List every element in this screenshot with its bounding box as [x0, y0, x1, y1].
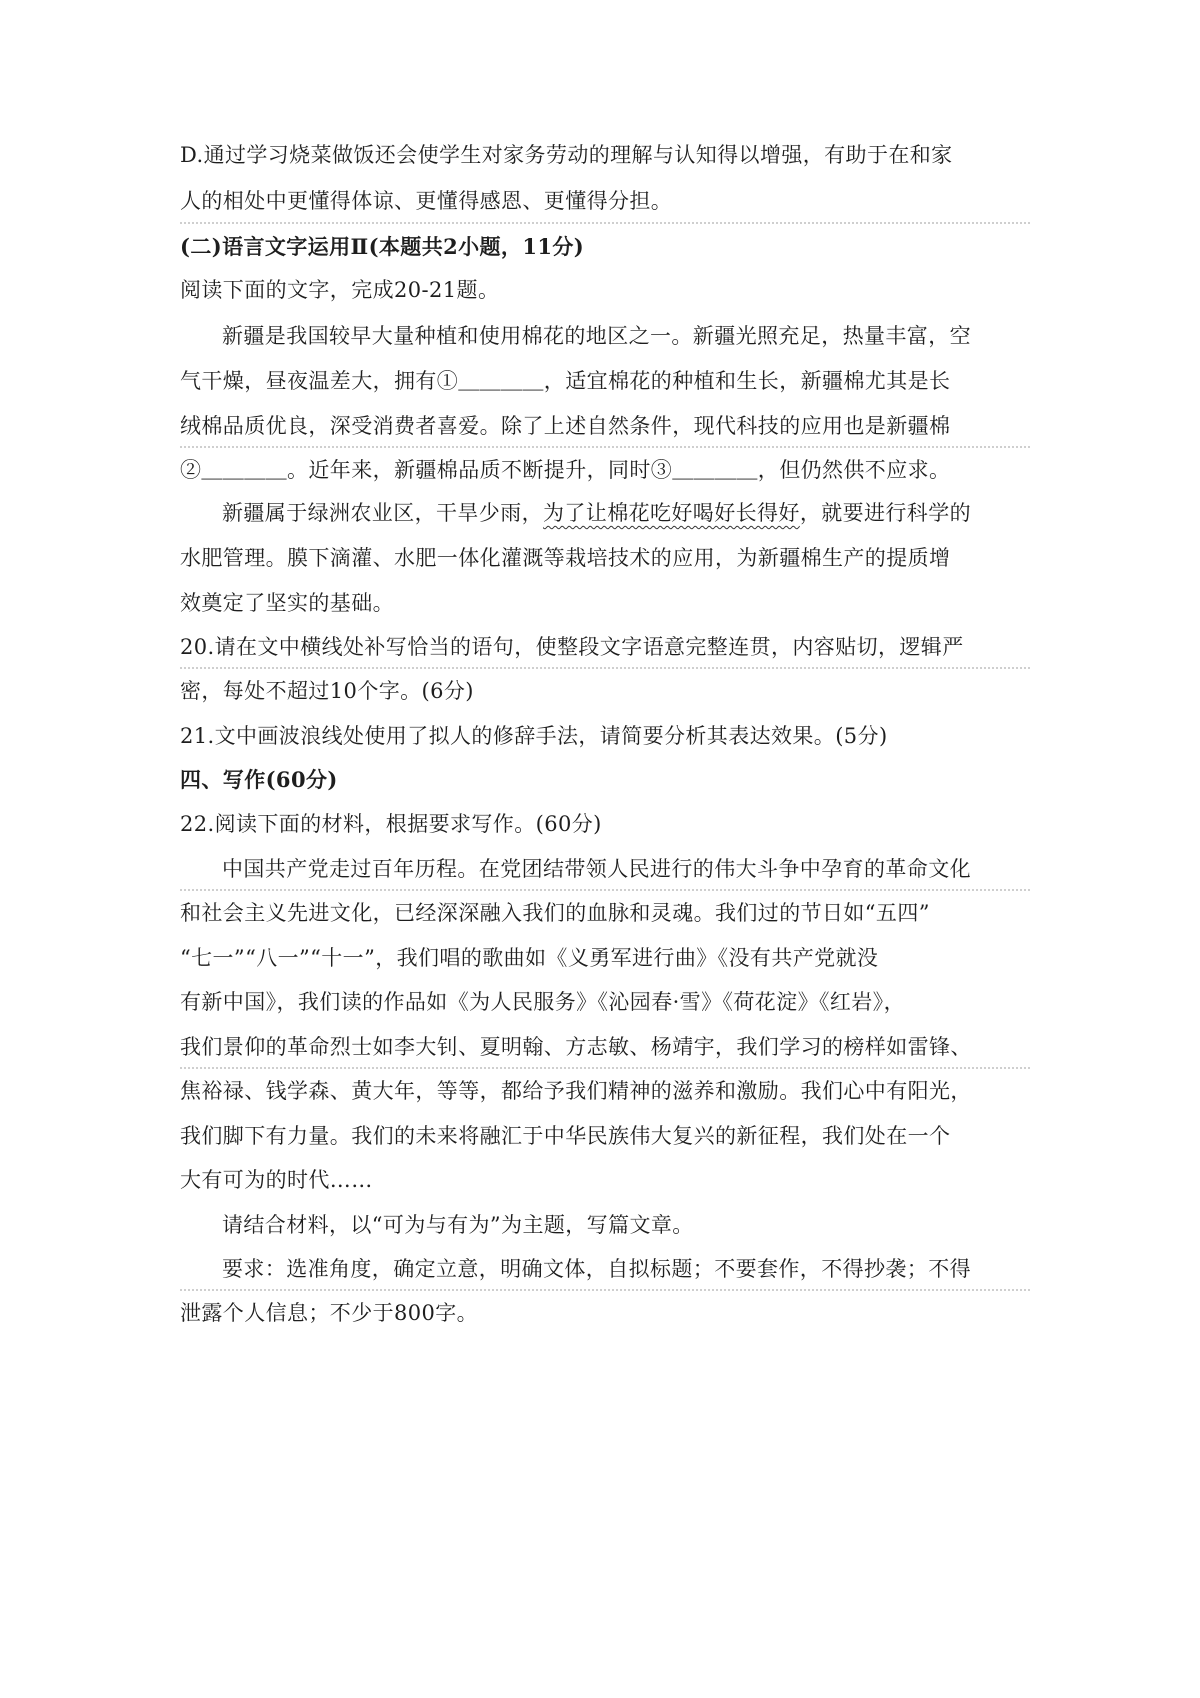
q20-line2: 密，每处不超过10个字。(6分)	[180, 679, 474, 703]
q19-option-d-line2: 人的相处中更懂得体谅、更懂得感恩、更懂得分担。	[180, 189, 673, 213]
dotted-rule	[180, 222, 1030, 224]
q20-line1: 20.请在文中横线处补写恰当的语句，使整段文字语意完整连贯，内容贴切，逻辑严	[180, 635, 964, 659]
material-line: 焦裕禄、钱学森、黄大年，等等，都给予我们精神的滋养和激励。我们心中有阳光，	[180, 1079, 972, 1103]
q22-text: 22.阅读下面的材料，根据要求写作。(60分)	[180, 812, 602, 836]
material-line: 和社会主义先进文化，已经深深融入我们的血脉和灵魂。我们过的节日如“五四”	[180, 901, 930, 925]
dotted-rule	[180, 1289, 1030, 1291]
material-line: 有新中国》，我们读的作品如《为人民服务》《沁园春·雪》《荷花淀》《红岩》，	[180, 990, 905, 1014]
section-two-heading: (二)语言文字运用Ⅱ(本题共2小题，11分)	[180, 234, 585, 259]
passage-p1-line2: 气干燥，昼夜温差大，拥有①＿＿＿＿，适宜棉花的种植和生长，新疆棉尤其是长	[180, 369, 951, 393]
dotted-rule	[180, 446, 1030, 448]
material-line: 大有可为的时代……	[180, 1168, 373, 1192]
passage-p2-line1	[222, 499, 1030, 527]
passage-p2-text-after: ，就要进行科学的	[799, 501, 972, 525]
material-line: 我们脚下有力量。我们的未来将融汇于中华民族伟大复兴的新征程，我们处在一个	[180, 1124, 951, 1148]
passage-p2-line2: 水肥管理。膜下滴灌、水肥一体化灌溉等栽培技术的应用，为新疆棉生产的提质增	[180, 546, 951, 570]
material-line: 我们景仰的革命烈士如李大钊、夏明翰、方志敏、杨靖宇，我们学习的榜样如雷锋、	[180, 1035, 972, 1059]
passage-p1-line4: ②＿＿＿＿。近年来，新疆棉品质不断提升，同时③＿＿＿＿，但仍然供不应求。	[180, 458, 951, 482]
dotted-rule	[180, 667, 1030, 669]
material-line: “七一”“八一”“十一”，我们唱的歌曲如《义勇军进行曲》《没有共产党就没	[180, 946, 879, 970]
dotted-rule	[180, 889, 1030, 891]
passage-p2-text-before: 新疆属于绿洲农业区，干旱少雨，	[222, 501, 543, 525]
passage-p1-line1: 新疆是我国较早大量种植和使用棉花的地区之一。新疆光照充足，热量丰富，空	[222, 324, 971, 348]
passage-p2-line3: 效奠定了坚实的基础。	[180, 591, 394, 615]
dotted-rule	[180, 1067, 1030, 1069]
q19-option-d-line1: D.通过学习烧菜做饭还会使学生对家务劳动的理解与认知得以增强，有助于在和家	[180, 143, 953, 167]
material-line: 中国共产党走过百年历程。在党团结带领人民进行的伟大斗争中孕育的革命文化	[222, 857, 971, 881]
section-two-instruction: 阅读下面的文字，完成20-21题。	[180, 278, 500, 302]
writing-task: 请结合材料，以“可为与有为”为主题，写篇文章。	[222, 1213, 694, 1237]
q21-text: 21.文中画波浪线处使用了拟人的修辞手法，请简要分析其表达效果。(5分)	[180, 724, 888, 748]
passage-p1-line3: 绒棉品质优良，深受消费者喜爱。除了上述自然条件，现代科技的应用也是新疆棉	[180, 414, 951, 438]
requirements-line1: 要求：选准角度，确定立意，明确文体，自拟标题；不要套作，不得抄袭；不得	[222, 1257, 971, 1281]
section-four-heading: 四、写作(60分)	[180, 767, 338, 792]
wavy-underlined-phrase: 为了让棉花吃好喝好长得好	[543, 501, 800, 525]
requirements-line2: 泄露个人信息；不少于800字。	[180, 1301, 479, 1325]
